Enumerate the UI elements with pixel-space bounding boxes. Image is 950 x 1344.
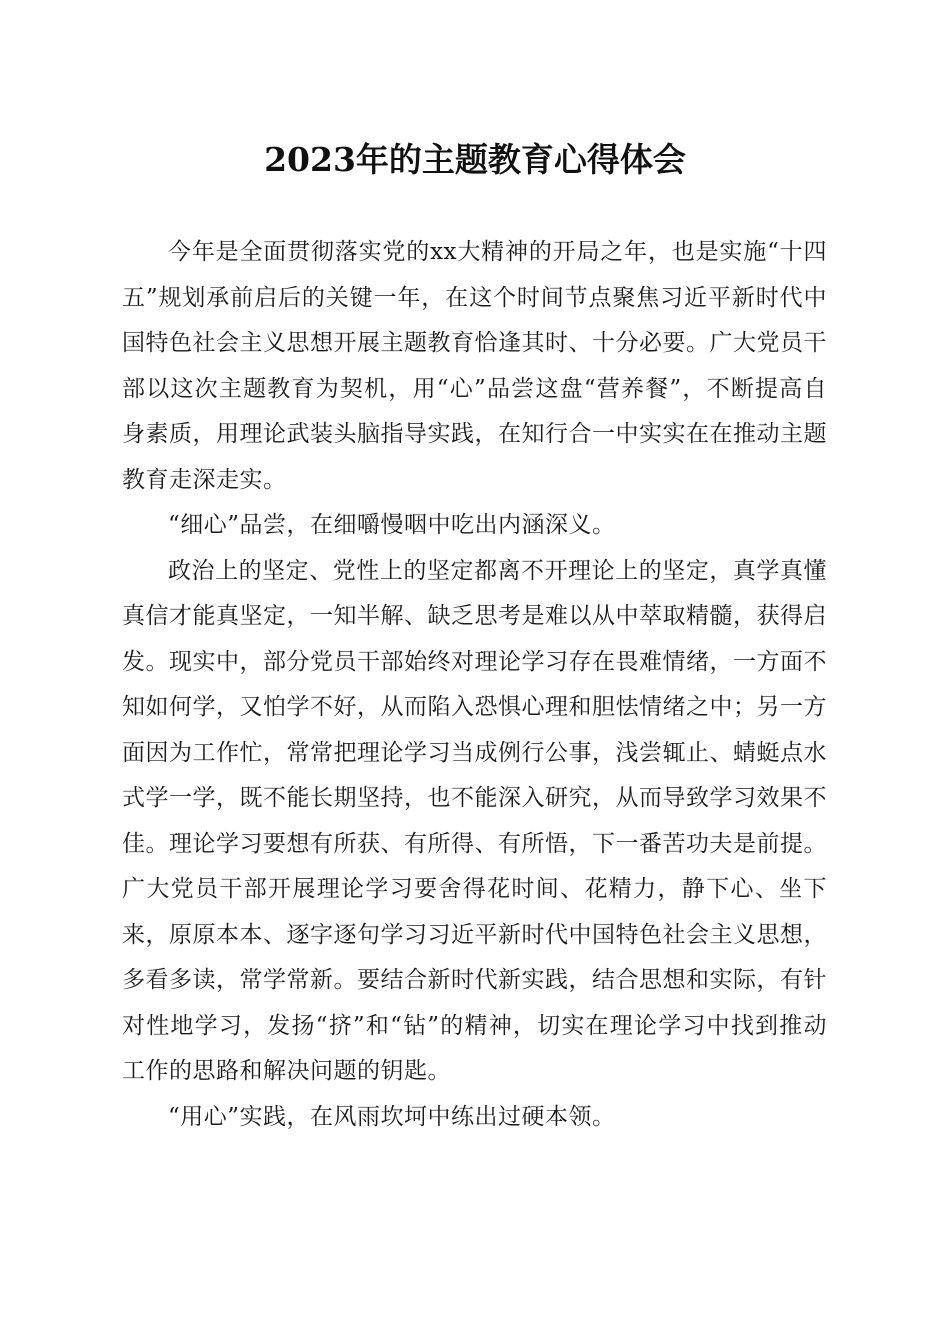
paragraph-heading-yongxin: “用心”实践，在风雨坎坷中练出过硬本领。 (168, 1103, 616, 1130)
paragraph-theory-study: 政治上的坚定、党性上的坚定都离不开理论上的坚定，真学真懂真信才能真坚定，一知半解、缺乏思考是难以从中萃取精髓，获得启发。现实中，部分党员干部始终对理论学习存在畏难情绪，一方面不知如何学，又怕学不好，从而陷入恐惧心理和胆怯情绪之中；另一方面因为工作忙，常常把理论学习当成例行公事，浅尝辄止、蜻蜓点水式学一学，既不能长期坚持，也不能深入研究，从而导致学习效果不佳。理论学习要想有所获、有所得、有所悟，下一番苦功夫是前提。广大党员干部开展理论学习要舍得花时间、花精力，静下心、坐下来，原原本本、逐字逐句学习习近平新时代中国特色社会主义思想，多看多读，常学常新。要结合新时代新实践，结合思想和实际，有针对性地学习，发扬“挤”和“钻”的精神，切实在理论学习中找到推动工作的思路和解决问题的钥匙。 (122, 557, 827, 1084)
paragraph-heading-xixin: “细心”品尝，在细嚼慢咽中吃出内涵深义。 (168, 512, 616, 538)
document-body (122, 230, 827, 1140)
document-title: 2023年的主题教育心得体会 (264, 140, 686, 179)
paragraph-intro: 今年是全面贯彻落实党的xx大精神的开局之年，也是实施“十四五”规划承前启后的关键一年，在这个时间节点聚焦习近平新时代中国特色社会主义思想开展主题教育恰逢其时、十分必要。广大党员干部以这次主题教育为契机，用“心”品尝这盘“营养餐”，不断提高自身素质，用理论武装头脑指导实践，在知行合一中实实在在推动主题教育走深走实。 (122, 239, 827, 493)
